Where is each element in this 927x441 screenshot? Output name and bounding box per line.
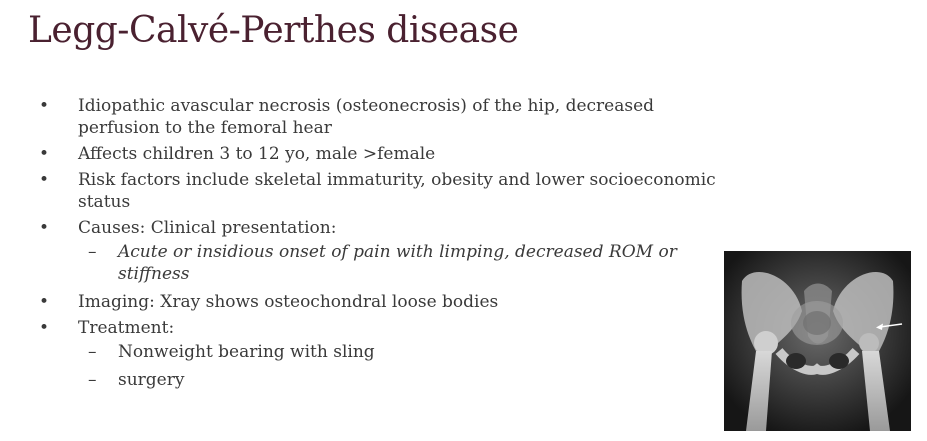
bullet-icon: • [38, 170, 50, 190]
dash-icon: – [88, 342, 97, 362]
sub-bullet-text: Nonweight bearing with sling [118, 342, 375, 362]
bullet-text: Imaging: Xray shows osteochondral loose bodies [78, 292, 499, 312]
bullet-list [38, 95, 718, 397]
sub-bullet-text: Acute or insidious onset of pain with limping, decreased ROM or stiffness [118, 242, 677, 284]
bullet-item [38, 143, 718, 165]
sub-bullet-item [78, 369, 718, 391]
dash-icon: – [88, 242, 97, 262]
sub-bullet-item [78, 341, 718, 363]
bullet-icon: • [38, 292, 50, 312]
bullet-icon: • [38, 144, 50, 164]
sub-bullet-item [78, 241, 718, 285]
bullet-text: Causes: Clinical presentation: [78, 218, 337, 238]
bullet-icon: • [38, 318, 50, 338]
bullet-text: Affects children 3 to 12 yo, male >female [78, 144, 436, 164]
xray-drawing [724, 251, 911, 431]
sub-bullet-text: surgery [118, 370, 185, 390]
bullet-item [38, 169, 718, 213]
bullet-item [38, 317, 718, 391]
sub-bullet-list [78, 341, 718, 391]
bullet-text: Risk factors include skeletal immaturity, obesity and lower socioeconomic status [78, 170, 716, 212]
bullet-icon: • [38, 218, 50, 238]
dash-icon: – [88, 370, 97, 390]
bullet-item [38, 291, 718, 313]
bullet-text: Idiopathic avascular necrosis (osteonecrosis) of the hip, decreased perfusion to the femoral hear [78, 96, 655, 138]
pelvis-xray-image [724, 251, 911, 431]
sub-bullet-list [78, 241, 718, 285]
bullet-text: Treatment: [78, 318, 175, 338]
bullet-icon: • [38, 96, 50, 116]
bullet-item [38, 217, 718, 285]
slide-title: Legg-Calvé-Perthes disease [28, 10, 519, 51]
bullet-item [38, 95, 718, 139]
